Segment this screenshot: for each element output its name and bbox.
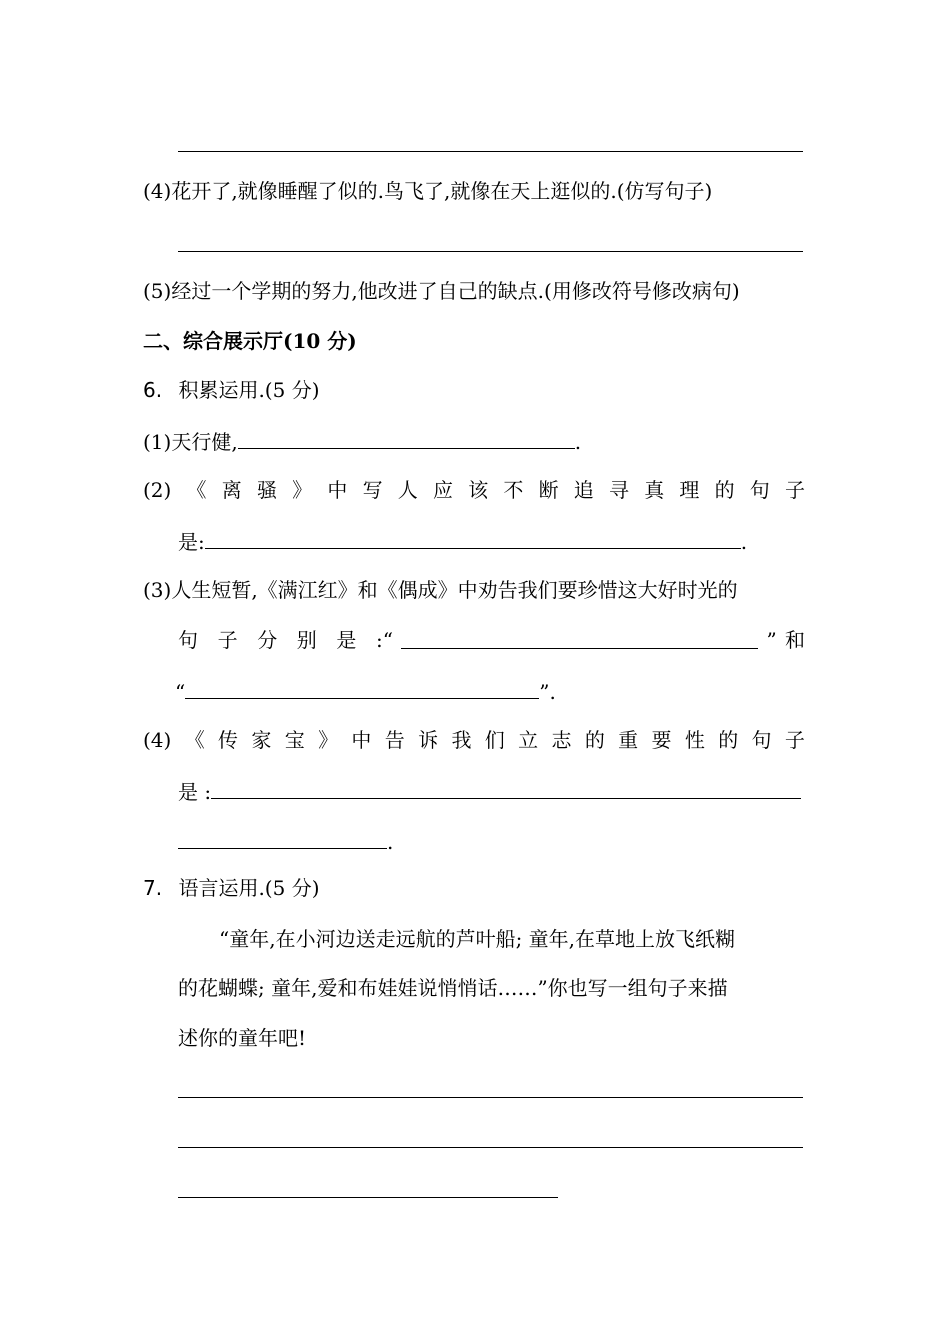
q6-item-3-open-quote: “	[175, 680, 186, 704]
q6-item-4-char: 诉	[418, 728, 439, 752]
q5-item-4: (4)花开了,就像睡醒了似的.鸟飞了,就像在天上逛似的.(仿写句子)	[143, 179, 713, 203]
answer-blank-q6-2[interactable]	[205, 526, 741, 549]
answer-blank-q6-4b[interactable]	[178, 826, 387, 849]
q6-item-4-char: (4)	[143, 728, 172, 752]
q6-item-4-char: 要	[651, 728, 672, 752]
q6-item-1	[143, 426, 581, 456]
q6-item-3-char: 别	[296, 628, 317, 652]
q6-item-4-char: 告	[384, 728, 405, 752]
answer-line-q7-3[interactable]	[178, 1197, 558, 1198]
q6-item-2-prefix: 是:	[178, 530, 205, 554]
q6-item-3-line-3	[175, 676, 556, 706]
q6-item-4-line-1	[143, 726, 805, 754]
q6-item-2-char: 《	[186, 478, 207, 502]
q6-title: 积累运用.(5 分)	[178, 378, 320, 402]
q6-item-4-char: 性	[684, 728, 705, 752]
q6-item-2-char: 不	[503, 478, 524, 502]
q6-item-2-char: 的	[714, 478, 735, 502]
answer-blank-q6-4a[interactable]	[211, 776, 801, 799]
q6-item-3-and: 和	[784, 628, 805, 652]
q7-title: 语言运用.(5 分)	[178, 876, 320, 900]
q6-item-1-prefix: (1)天行健,	[143, 430, 238, 454]
q6-item-3-char: 句	[178, 628, 198, 652]
q6-item-3-line-2	[178, 626, 805, 654]
q6-item-2-line-2	[178, 526, 747, 556]
q6-item-2-char: 追	[573, 478, 594, 502]
q6-item-4-prefix: 是 :	[178, 780, 212, 804]
q6-item-2-char: 应	[432, 478, 453, 502]
q6-item-4-line-3	[178, 826, 393, 856]
q6-item-4-char: 我	[451, 728, 472, 752]
q6-item-4-char: 宝	[284, 728, 305, 752]
q6-item-4-char: 们	[484, 728, 505, 752]
q6-item-4-char: 重	[618, 728, 639, 752]
answer-line-q5-3[interactable]	[178, 151, 803, 152]
q6-item-4-char: 句	[751, 728, 772, 752]
q6-item-3-prefix	[178, 626, 393, 654]
q6-heading	[143, 376, 320, 404]
q6-item-2-char: (2)	[143, 478, 172, 502]
q6-item-2-char: 》	[292, 478, 313, 502]
q6-item-2-char: 离	[221, 478, 242, 502]
q6-item-2-char: 断	[538, 478, 559, 502]
q6-item-2-char: 写	[362, 478, 383, 502]
q6-item-1-suffix: .	[574, 430, 582, 454]
q6-item-2-char: 中	[327, 478, 348, 502]
q7-number: 7.	[143, 876, 163, 900]
q6-item-4-suffix: .	[387, 830, 394, 854]
q6-item-4-char: 志	[551, 728, 572, 752]
answer-blank-q6-3b[interactable]	[185, 676, 539, 699]
q6-item-3-char: :“	[375, 628, 393, 652]
answer-line-q7-2[interactable]	[178, 1147, 803, 1148]
q6-number: 6.	[143, 378, 163, 402]
q6-item-2-line-1	[143, 476, 805, 504]
q6-item-4-char: 《	[184, 728, 205, 752]
q6-item-4-char: 传	[218, 728, 239, 752]
answer-blank-q6-3a[interactable]	[401, 626, 758, 649]
q6-item-3-line-1: (3)人生短暂,《满江红》和《偶成》中劝告我们要珍惜这大好时光的	[143, 578, 738, 602]
q6-item-2-char: 人	[397, 478, 418, 502]
q7-paragraph-line-3: 述你的童年吧!	[178, 1026, 307, 1050]
q6-item-2-char: 理	[679, 478, 700, 502]
answer-line-q7-1[interactable]	[178, 1097, 803, 1098]
answer-line-q5-4[interactable]	[178, 251, 803, 252]
q6-item-4-char: 子	[784, 728, 805, 752]
q6-item-2-char: 真	[644, 478, 665, 502]
q6-item-2-char: 该	[468, 478, 489, 502]
q6-item-2-char: 句	[749, 478, 770, 502]
q6-item-3-end: ”.	[539, 680, 556, 704]
q6-item-4-line-2	[178, 776, 801, 806]
q7-paragraph-line-2: 的花蝴蝶; 童年,爱和布娃娃说悄悄话……”你也写一组句子来描	[178, 976, 728, 1000]
q6-item-2-char: 骚	[256, 478, 277, 502]
q6-item-3-close-quote: ”	[766, 628, 777, 652]
q6-item-3-char: 是	[336, 628, 357, 652]
q6-item-4-char: 家	[251, 728, 272, 752]
q6-item-2-char: 寻	[608, 478, 629, 502]
q6-item-2-suffix: .	[740, 530, 748, 554]
q6-item-4-char: 》	[318, 728, 339, 752]
q6-item-2-char: 子	[785, 478, 805, 502]
answer-blank-q6-1[interactable]	[238, 426, 575, 449]
q6-item-4-char: 中	[351, 728, 372, 752]
q6-item-4-char: 的	[584, 728, 605, 752]
q6-item-3-char: 子	[217, 628, 238, 652]
q6-item-3-char: 分	[257, 628, 278, 652]
section-2-title: 二、综合展示厅(10 分)	[143, 329, 357, 353]
q7-paragraph-line-1: “童年,在小河边送走远航的芦叶船; 童年,在草地上放飞纸糊	[219, 927, 736, 951]
q5-item-5: (5)经过一个学期的努力,他改进了自己的缺点.(用修改符号修改病句)	[143, 279, 740, 303]
q7-heading	[143, 874, 320, 902]
q6-item-4-char: 立	[518, 728, 539, 752]
q6-item-4-char: 的	[718, 728, 739, 752]
